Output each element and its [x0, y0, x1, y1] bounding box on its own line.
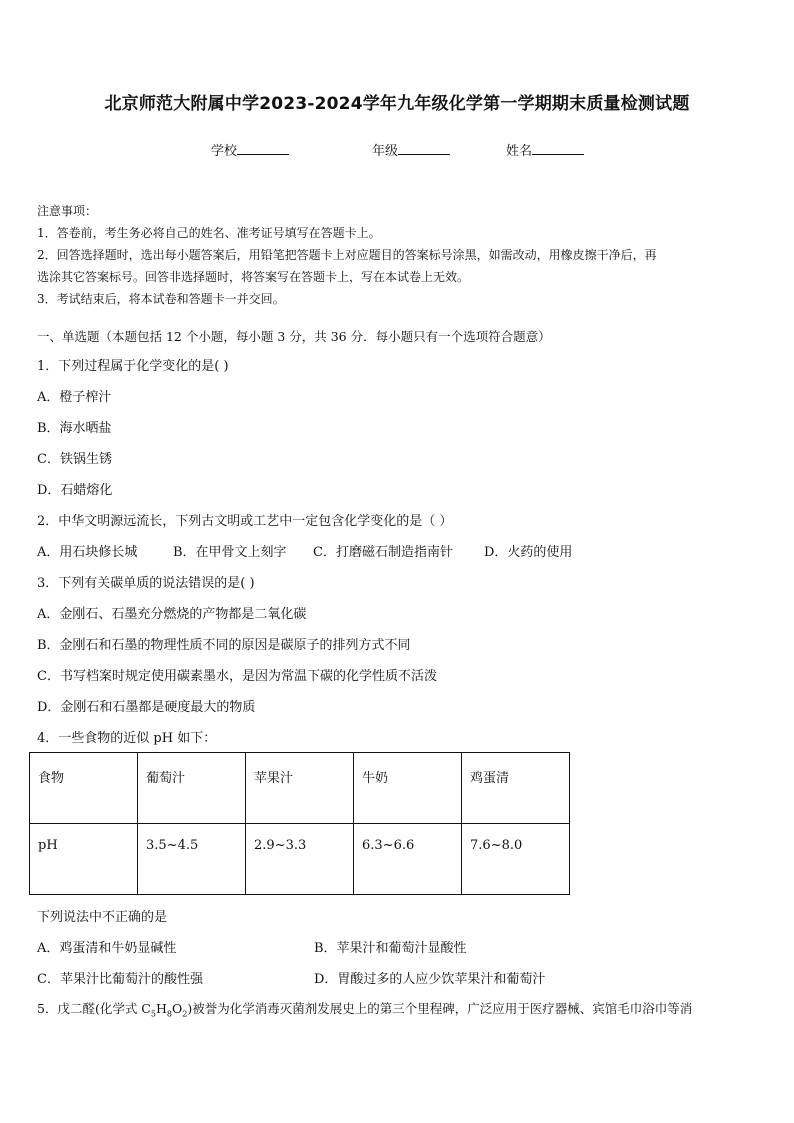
q4-option-d: D．胃酸过多的人应少饮苹果汁和葡萄汁 [314, 972, 546, 987]
q5-subscript: 2 [182, 1009, 188, 1019]
table-cell: 鸡蛋清 [462, 753, 570, 824]
q5-text: O [171, 1001, 183, 1016]
notice-item: 1．答卷前，考生务必将自己的姓名、准考证号填写在答题卡上。 [37, 226, 381, 240]
table-cell: 食物 [30, 753, 138, 824]
q4-question: 下列说法中不正确的是 [37, 910, 168, 925]
q1-option-a: A．橙子榨汁 [37, 390, 112, 405]
name-field [506, 140, 584, 159]
q3-option-b: B．金刚石和石墨的物理性质不同的原因是碳原子的排列方式不同 [37, 638, 411, 653]
notice-block [37, 200, 657, 310]
q5-subscript: 8 [166, 1009, 172, 1019]
grade-label: 年级 [372, 144, 399, 159]
section-heading: 一、单选题（本题包括 12 个小题，每小题 3 分，共 36 分．每小题只有一个选项符合题意） [37, 329, 551, 344]
grade-blank [398, 142, 450, 155]
grade-field [372, 140, 450, 159]
notice-item: 3．考试结束后，将本试卷和答题卡一并交回。 [37, 292, 285, 306]
table-cell: 2.9~3.3 [246, 824, 354, 895]
q5-text: H [155, 1001, 167, 1016]
notice-item: 2．回答选择题时，选出每小题答案后，用铅笔把答题卡上对应题目的答案标号涂黑，如需改动，用橡皮擦干净后，再 [37, 248, 657, 262]
notice-item: 选涂其它答案标号。回答非选择题时，将答案写在答题卡上，写在本试卷上无效。 [37, 270, 470, 284]
table-cell: 6.3~6.6 [354, 824, 462, 895]
ph-table [29, 752, 570, 895]
school-label: 学校 [211, 144, 238, 159]
q5-text: )被誉为化学消毒灭菌剂发展史上的第三个里程碑，广泛应用于医疗器械、宾馆毛巾浴巾等消 [187, 1001, 693, 1016]
q1-option-b: B．海水晒盐 [37, 421, 112, 436]
q4-option-b: B．苹果汁和葡萄汁显酸性 [314, 941, 467, 956]
q3-stem: 3．下列有关碳单质的说法错误的是( ) [37, 576, 255, 591]
name-label: 姓名 [506, 144, 533, 159]
q4-option-a: A．鸡蛋清和牛奶显碱性 [37, 941, 177, 956]
table-cell: 7.6~8.0 [462, 824, 570, 895]
table-cell: 牛奶 [354, 753, 462, 824]
q3-option-a: A．金刚石、石墨充分燃烧的产物都是二氧化碳 [37, 607, 307, 622]
school-field [211, 140, 289, 159]
name-blank [532, 142, 584, 155]
q2-option-c: C．打磨磁石制造指南针 [313, 545, 453, 560]
table-cell: pH [30, 824, 138, 895]
table-row [30, 753, 570, 824]
table-cell: 葡萄汁 [138, 753, 246, 824]
q5-stem [37, 999, 692, 1019]
q5-text: 5．戊二醛(化学式 C [37, 1001, 151, 1016]
table-cell: 苹果汁 [246, 753, 354, 824]
table-row [30, 824, 570, 895]
school-blank [237, 142, 289, 155]
q1-option-c: C．铁锅生锈 [37, 452, 112, 467]
q2-option-d: D．火药的使用 [484, 545, 573, 560]
q1-option-d: D．石蜡熔化 [37, 483, 113, 498]
q3-option-c: C．书写档案时规定使用碳素墨水，是因为常温下碳的化学性质不活泼 [37, 669, 437, 684]
table-cell: 3.5~4.5 [138, 824, 246, 895]
q1-stem: 1．下列过程属于化学变化的是( ) [37, 359, 229, 374]
q5-subscript: 5 [150, 1009, 156, 1019]
q2-option-a: A．用石块修长城 [37, 545, 138, 560]
q4-option-c: C．苹果汁比葡萄汁的酸性强 [37, 972, 203, 987]
page-title: 北京师范大附属中学2023-2024学年九年级化学第一学期期末质量检测试题 [104, 94, 690, 114]
q2-stem: 2．中华文明源远流长，下列古文明或工艺中一定包含化学变化的是（ ） [37, 514, 453, 529]
q2-option-b: B．在甲骨文上刻字 [173, 545, 287, 560]
q4-stem: 4．一些食物的近似 pH 如下： [37, 731, 217, 746]
notice-heading: 注意事项： [37, 204, 98, 218]
q3-option-d: D．金刚石和石墨都是硬度最大的物质 [37, 700, 256, 715]
